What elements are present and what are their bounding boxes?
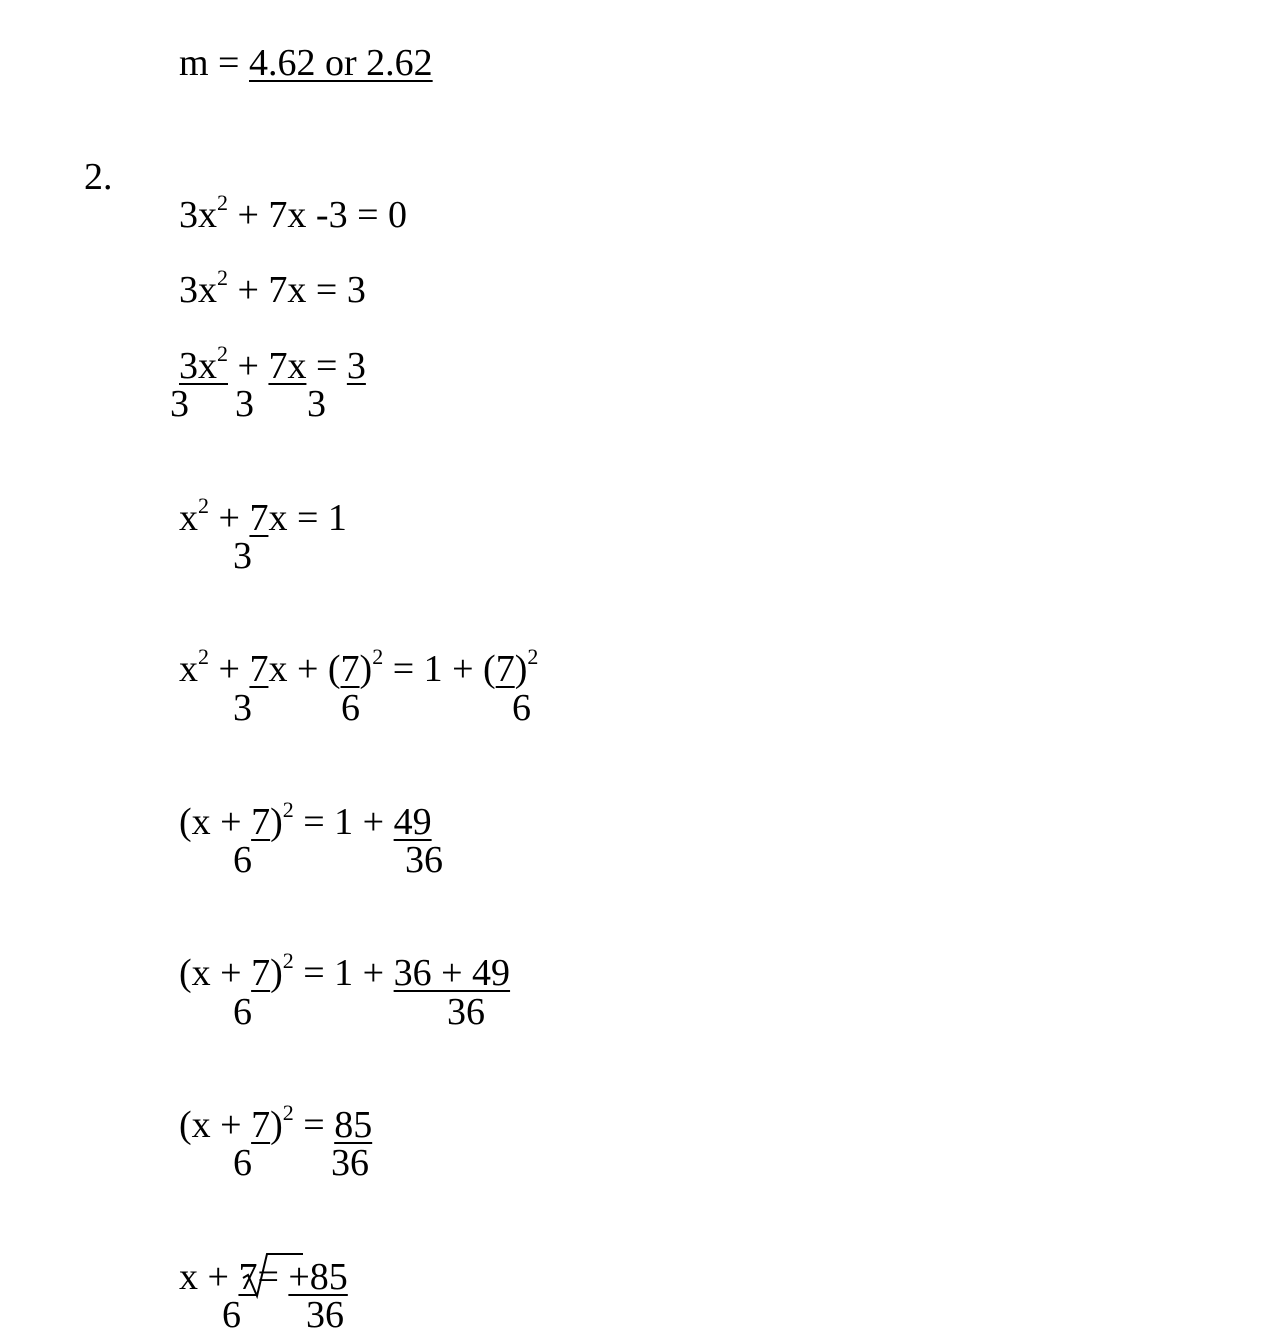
m-label: m = — [179, 42, 249, 84]
denominator: 36 — [331, 1142, 369, 1184]
denominator: 6 — [222, 1294, 241, 1336]
step-common-denominator: $(x + 7)^2 = 1 + 36 + 49$ — [179, 948, 511, 994]
step-square-root: x + 7 = +85 — [179, 1256, 348, 1298]
denominator: 6 — [233, 991, 252, 1033]
previous-answer — [160, 6, 433, 82]
step-divide-by-3: $3x^2 + 7x = 3$ — [179, 341, 366, 387]
denominator: 3 — [233, 687, 252, 729]
problem-number: 2. — [84, 156, 113, 198]
denominator: 6 — [341, 687, 360, 729]
denominator: 36 — [306, 1294, 344, 1336]
denominator: 3 — [235, 383, 254, 425]
m-value: 4.62 or 2.62 — [249, 42, 433, 84]
square-root-sign: = — [257, 1258, 288, 1296]
denominator: 3 — [233, 535, 252, 577]
step-simplified: $x^2 + 7x = 1$ — [179, 493, 347, 539]
step-sum: $(x + 7)^2 = 85$ — [179, 1100, 373, 1146]
denominator: 6 — [512, 687, 531, 729]
denominator: 36 — [405, 839, 443, 881]
denominator: 6 — [233, 839, 252, 881]
step-equation: $3x^2 + 7x$ -3 = 0 — [179, 190, 408, 236]
step-complete-square: $x^2 + 7x + (7)^2 = 1 + (7)^2$ — [179, 644, 539, 690]
denominator: 3 — [170, 383, 189, 425]
denominator: 6 — [233, 1142, 252, 1184]
step-move-constant: $3x^2 + 7x = 3$ — [179, 265, 366, 311]
step-factored: $(x + 7)^2 = 1 + 49$ — [179, 797, 432, 843]
denominator: 36 — [447, 991, 485, 1033]
denominator: 3 — [307, 383, 326, 425]
